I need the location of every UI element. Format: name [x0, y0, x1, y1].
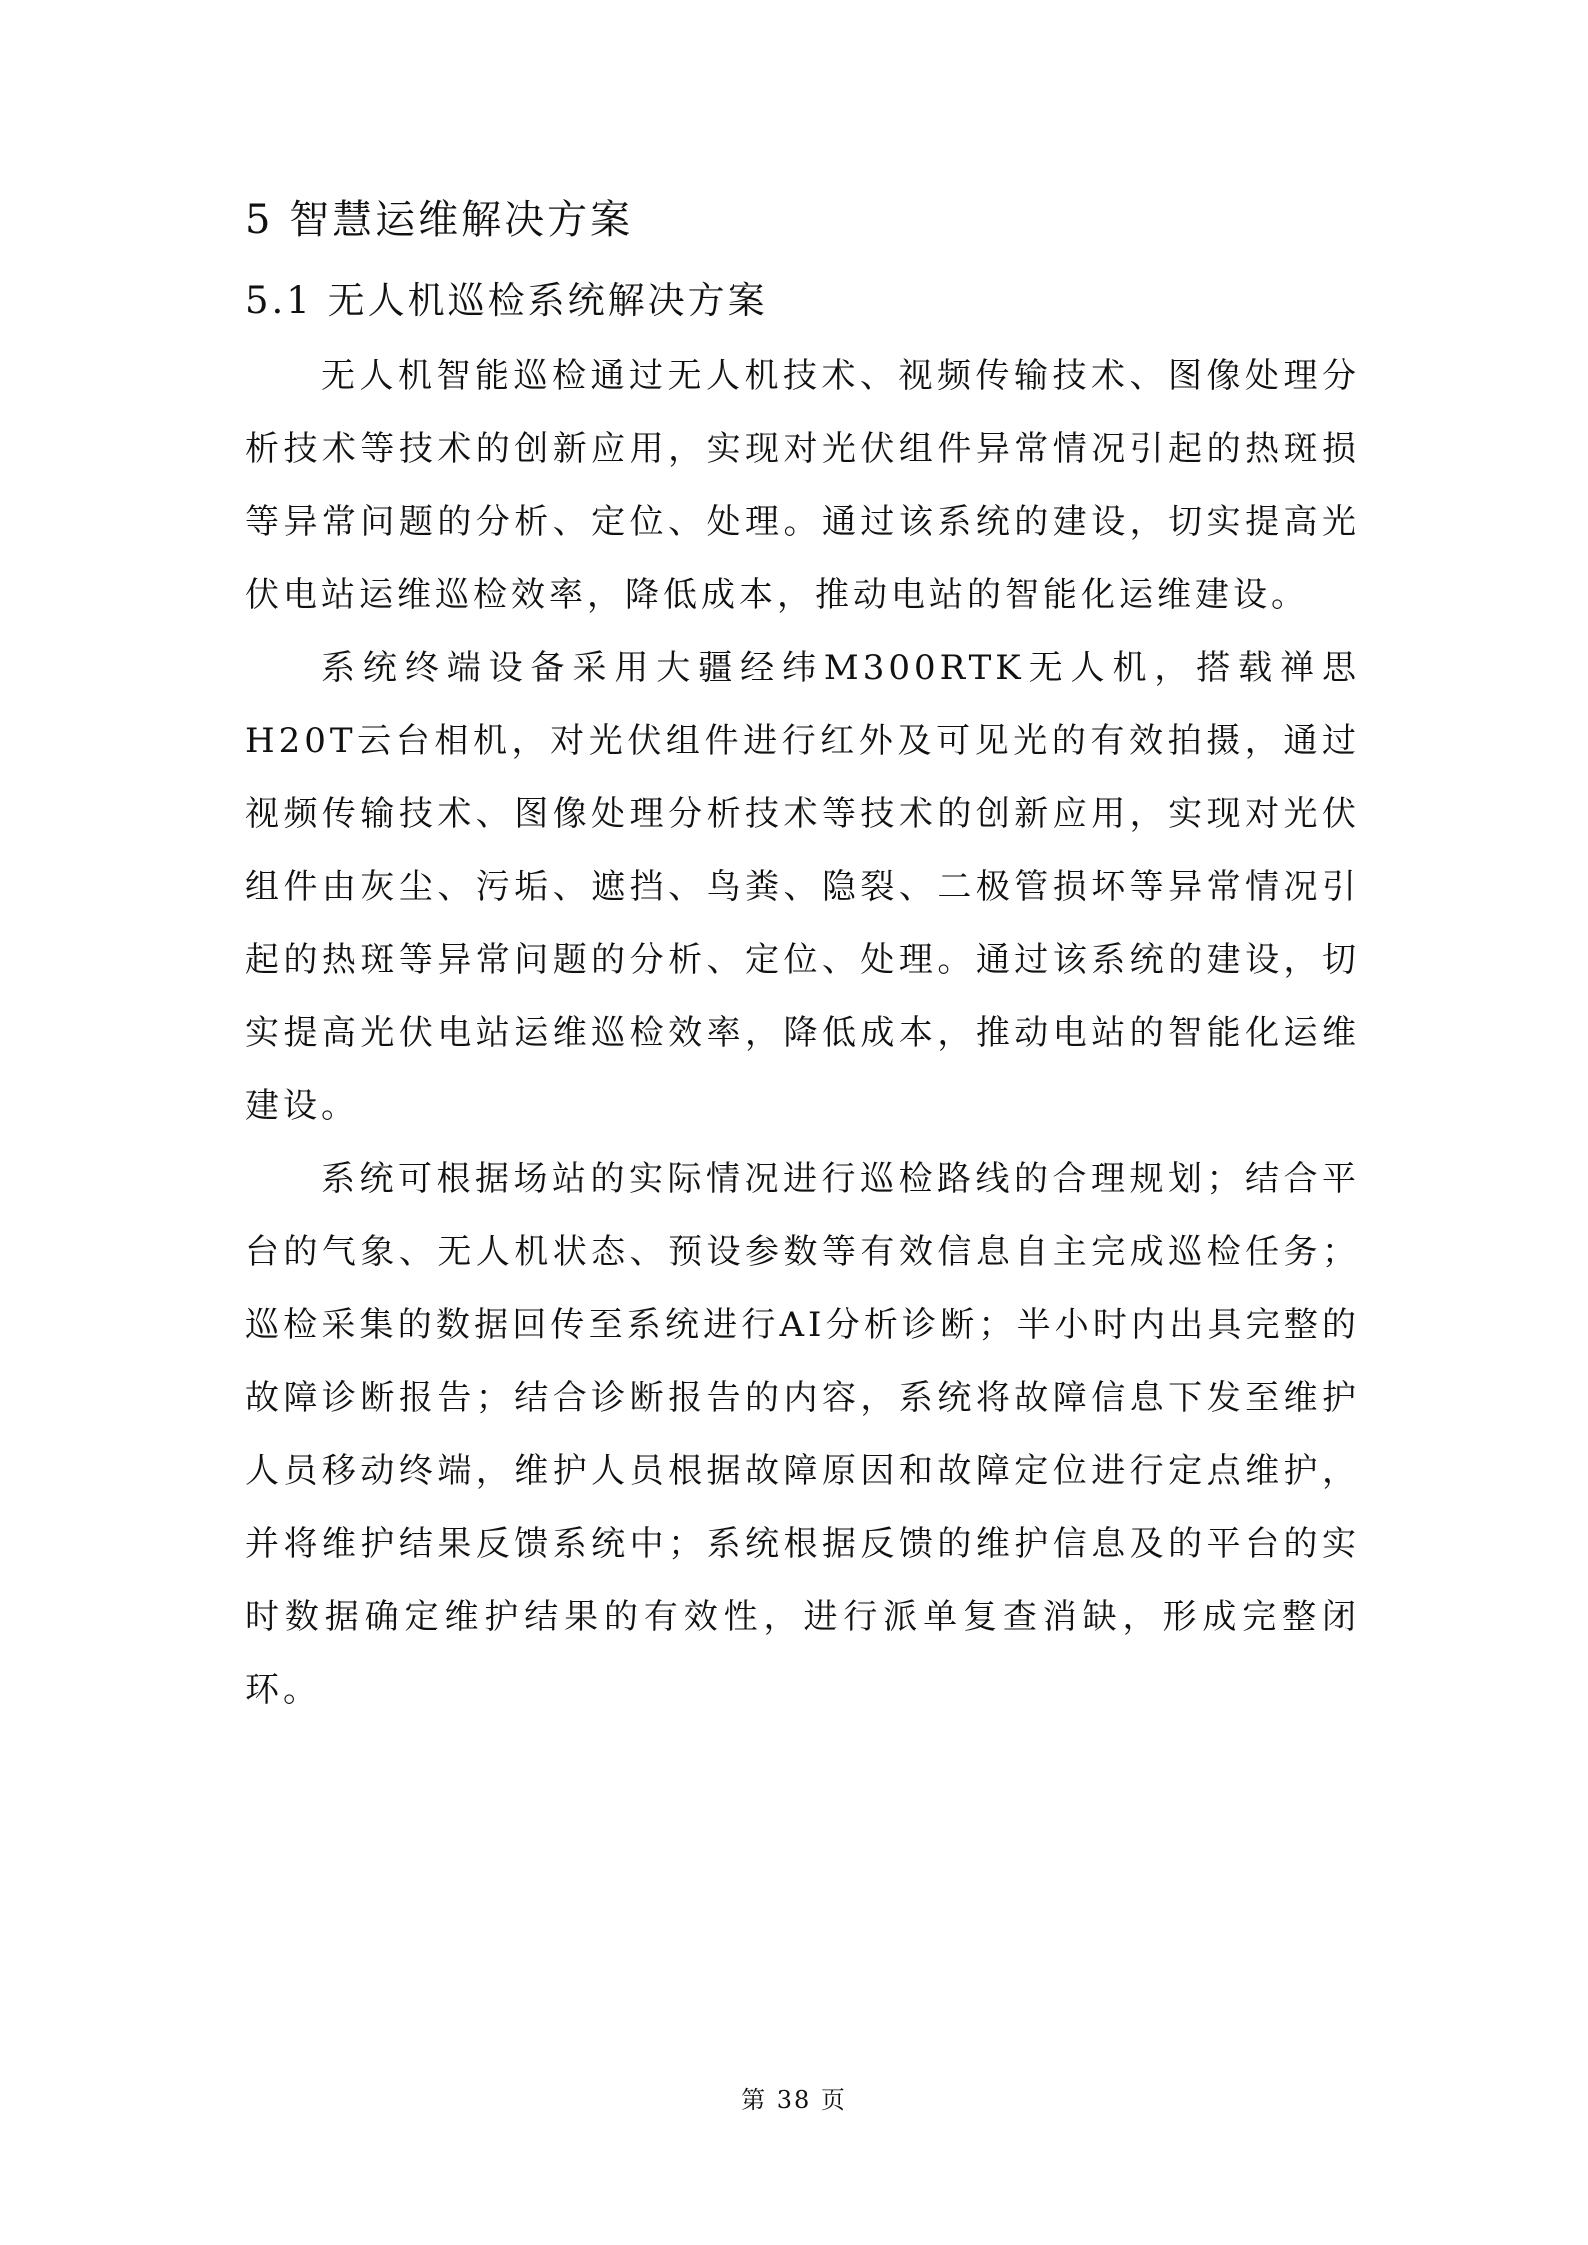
body-paragraph-3: 系统可根据场站的实际情况进行巡检路线的合理规划；结合平台的气象、无人机状态、预设参数等有效信息自主完成巡检任务；巡检采集的数据回传至系统进行AI分析诊断；半小时内出具完整的故障诊断报告；结合诊断报告的内容，系统将故障信息下发至维护人员移动终端，维护人员根据故障原因和故障定位进行定点维护，并将维护结果反馈系统中；系统根据反馈的维护信息及的平台的实时数据确定维护结果的有效性，进行派单复查消缺，形成完整闭环。 [245, 1159, 1360, 1710]
page-number: 第 38 页 [741, 2086, 847, 2114]
page-content [245, 190, 1360, 1727]
body-paragraph-2: 系统终端设备采用大疆经纬M300RTK无人机，搭载禅思H20T云台相机，对光伏组件进行红外及可见光的有效拍摄，通过视频传输技术、图像处理分析技术等技术的创新应用，实现对光伏组件由灰尘、污垢、遮挡、鸟粪、隐裂、二极管损坏等异常情况引起的热斑等异常问题的分析、定位、处理。通过该系统的建设，切实提高光伏电站运维巡检效率，降低成本，推动电站的智能化运维建设。 [245, 648, 1360, 1126]
body-paragraph-1: 无人机智能巡检通过无人机技术、视频传输技术、图像处理分析技术等技术的创新应用，实现对光伏组件异常情况引起的热斑损等异常问题的分析、定位、处理。通过该系统的建设，切实提高光伏电站运维巡检效率，降低成本，推动电站的智能化运维建设。 [245, 356, 1360, 615]
subsection-heading: 5.1 无人机巡检系统解决方案 [245, 279, 768, 322]
section-heading: 5 智慧运维解决方案 [245, 197, 634, 243]
